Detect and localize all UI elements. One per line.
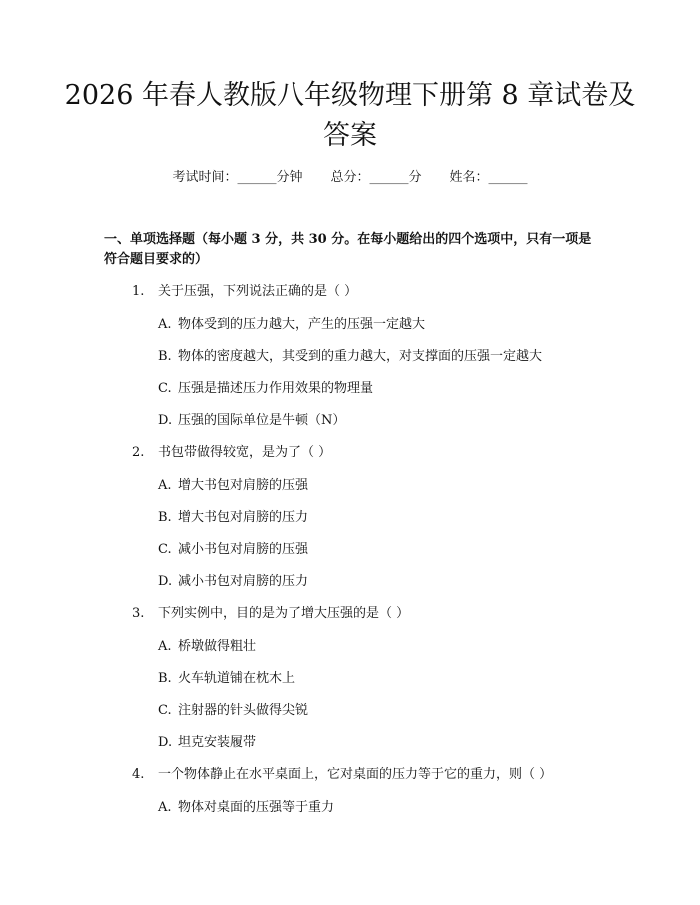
question-1-option-d	[158, 411, 608, 431]
question-3-option-a	[158, 637, 608, 657]
question-2-option-b	[158, 508, 608, 528]
option-text: 物体对桌面的压强等于重力	[178, 800, 335, 815]
option-letter: C.	[158, 542, 172, 557]
option-letter: C.	[158, 703, 172, 718]
option-text: 物体受到的压力越大，产生的压强一定越大	[178, 317, 426, 332]
option-text: 压强的国际单位是牛顿（N）	[178, 413, 346, 428]
student-name-field: 姓名：______	[449, 170, 528, 185]
option-letter: B.	[158, 510, 172, 525]
question-3-option-d	[158, 733, 608, 753]
option-letter: D.	[158, 574, 173, 589]
question-4	[132, 765, 602, 785]
option-text: 桥墩做得粗壮	[178, 639, 257, 654]
question-text: 关于压强，下列说法正确的是（ ）	[158, 284, 358, 299]
option-letter: A.	[158, 478, 172, 493]
question-text: 书包带做得较宽，是为了（ ）	[158, 445, 332, 460]
question-number: 3.	[132, 606, 145, 621]
question-1-option-b	[158, 347, 608, 367]
question-2	[132, 443, 602, 463]
option-text: 压强是描述压力作用效果的物理量	[178, 381, 374, 396]
question-3-option-b	[158, 669, 608, 689]
question-4-option-a	[158, 798, 608, 818]
exam-meta	[0, 168, 700, 188]
question-text: 下列实例中，目的是为了增大压强的是（ ）	[158, 606, 410, 621]
option-letter: C.	[158, 381, 172, 396]
option-text: 坦克安装履带	[178, 735, 257, 750]
question-2-option-a	[158, 476, 608, 496]
option-letter: B.	[158, 671, 172, 686]
option-letter: D.	[158, 735, 173, 750]
question-2-option-c	[158, 540, 608, 560]
option-letter: A.	[158, 800, 172, 815]
option-text: 增大书包对肩膀的压强	[178, 478, 309, 493]
option-text: 减小书包对肩膀的压强	[178, 542, 309, 557]
question-2-option-d	[158, 572, 608, 592]
question-3	[132, 604, 602, 624]
question-number: 1.	[132, 284, 145, 299]
question-text: 一个物体静止在水平桌面上，它对桌面的压力等于它的重力，则（ ）	[158, 767, 553, 782]
option-letter: A.	[158, 317, 172, 332]
question-1-option-c	[158, 379, 608, 399]
question-3-option-c	[158, 701, 608, 721]
exam-time-field: 考试时间：______分钟	[172, 170, 303, 185]
option-text: 注射器的针头做得尖锐	[178, 703, 309, 718]
question-number: 2.	[132, 445, 145, 460]
option-text: 减小书包对肩膀的压力	[178, 574, 309, 589]
option-letter: B.	[158, 349, 172, 364]
option-text: 火车轨道铺在枕木上	[178, 671, 296, 686]
question-number: 4.	[132, 767, 145, 782]
question-1-option-a	[158, 315, 608, 335]
option-text: 增大书包对肩膀的压力	[178, 510, 309, 525]
section-heading: 一、单项选择题（每小题 3 分，共 30 分。在每小题给出的四个选项中，只有一项是符合题目要求的）	[104, 232, 592, 267]
question-1	[132, 282, 602, 302]
option-text: 物体的密度越大，其受到的重力越大，对支撑面的压强一定越大	[178, 349, 543, 364]
document-title: 2026 年春人教版八年级物理下册第 8 章试卷及答案	[64, 80, 636, 151]
total-score-field: 总分：______分	[330, 170, 422, 185]
option-letter: D.	[158, 413, 173, 428]
option-letter: A.	[158, 639, 172, 654]
